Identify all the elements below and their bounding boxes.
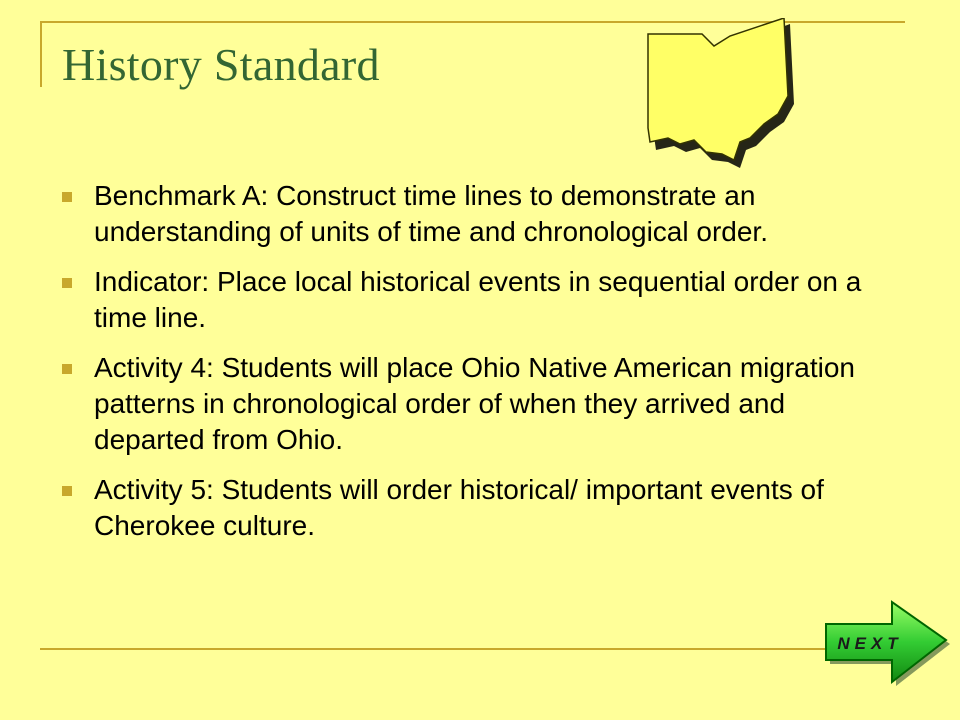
- ohio-state-outline-icon: [630, 18, 800, 178]
- bullet-marker: [62, 364, 72, 374]
- next-button-label: NEXT: [837, 634, 903, 653]
- frame-bottom-line: [40, 648, 850, 650]
- bullet-text: Indicator: Place local historical events in sequential order on a time line.: [94, 266, 862, 333]
- bullet-marker: [62, 192, 72, 202]
- bullet-item: [62, 178, 892, 250]
- frame-left-line: [40, 21, 42, 87]
- next-button[interactable]: [818, 594, 952, 688]
- bullet-text: Activity 5: Students will order historical/ important events of Cherokee culture.: [94, 474, 824, 541]
- slide-title: History Standard: [62, 39, 380, 90]
- bullet-marker: [62, 278, 72, 288]
- bullet-list: [62, 178, 892, 558]
- bullet-marker: [62, 486, 72, 496]
- bullet-text: Benchmark A: Construct time lines to demonstrate an understanding of units of time and chronological order.: [94, 180, 768, 247]
- bullet-item: [62, 264, 892, 336]
- bullet-text: Activity 4: Students will place Ohio Native American migration patterns in chronological order of when they arrived and departed from Ohio.: [94, 352, 855, 455]
- bullet-item: [62, 350, 892, 458]
- bullet-item: [62, 472, 892, 544]
